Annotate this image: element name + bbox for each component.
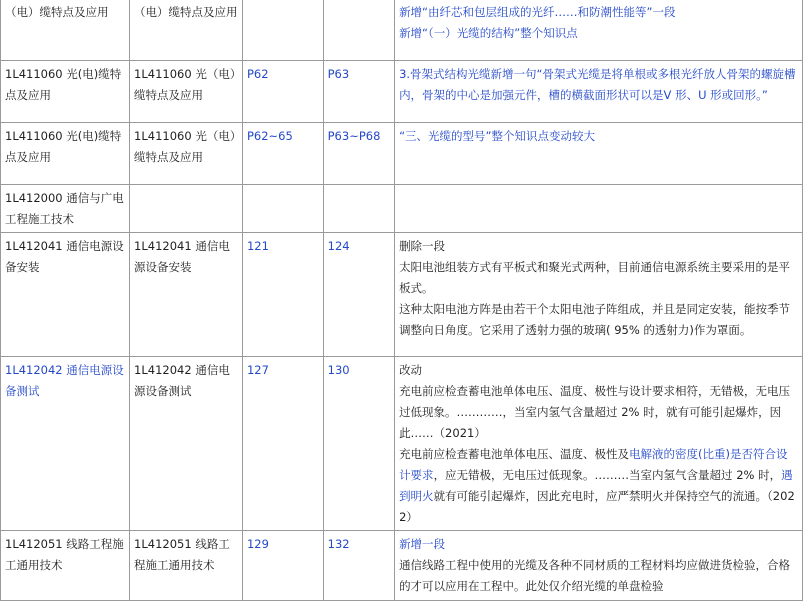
old-page-cell (242, 185, 323, 233)
table-row (1, 0, 803, 61)
old-page-cell: P62 (242, 61, 323, 123)
old-page-cell: 121 (242, 233, 323, 357)
new-section-cell: 1L412042 通信电源设备测试 (130, 357, 243, 531)
highlighted-change-text: 电解液的密度(比重)是否符合设计要求 (399, 447, 788, 482)
change-description-cell (395, 123, 803, 185)
old-page-cell: P62~65 (242, 123, 323, 185)
old-section-cell: 1L411060 光(电)缆特点及应用 (1, 61, 130, 123)
new-page-cell: 130 (323, 357, 394, 531)
change-description-cell (395, 185, 803, 233)
new-page-cell: 124 (323, 233, 394, 357)
old-page-cell (242, 0, 323, 61)
old-section-cell: 1L412042 通信电源设备测试 (1, 357, 130, 531)
highlighted-change-text: 遇到明火 (399, 468, 793, 503)
change-paragraph: 改动 (399, 363, 423, 377)
change-paragraph: 通信线路工程中使用的光缆及各种不同材质的工程材料均应做进货检验，合格的才可以应用在工程中。此处仅介绍光缆的单盘检验 (399, 558, 791, 593)
new-page-cell: P63 (323, 61, 394, 123)
change-paragraph: 3.骨架式结构光缆新增一句“骨架式光缆是将单根或多根光纤放人骨架的螺旋槽内，骨架的中心是加强元件，槽的横截面形状可以是V 形、U 形或回形。” (399, 67, 796, 102)
old-section-cell: 1L412051 线路工程施工通用技术 (1, 531, 130, 601)
new-page-cell (323, 0, 394, 61)
change-description-cell (395, 233, 803, 357)
new-page-cell: 132 (323, 531, 394, 601)
old-section-cell: 1L412000 通信与广电工程施工技术 (1, 185, 130, 233)
table-row (1, 185, 803, 233)
new-section-cell: （电）缆特点及应用 (130, 0, 243, 61)
new-page-cell (323, 185, 394, 233)
new-section-cell (130, 185, 243, 233)
change-paragraph: 这种太阳电池方阵是由若干个太阳电池子阵组成，并且是同定安装，能按季节调整向日角度。它采用了透射力强的玻璃( 95% 的透射力)作为罩面。 (399, 302, 791, 337)
new-section-cell: 1L411060 光（电）缆特点及应用 (130, 123, 243, 185)
change-description-cell (395, 0, 803, 61)
old-page-cell: 127 (242, 357, 323, 531)
change-description-cell (395, 61, 803, 123)
change-text: 充电前应检查蓄电池单体电压、温度、极性及 (399, 447, 630, 461)
old-section-cell: 1L411060 光(电)缆特点及应用 (1, 123, 130, 185)
new-page-cell: P63~P68 (323, 123, 394, 185)
change-paragraph (399, 444, 798, 528)
new-section-cell: 1L412051 线路工程施工通用技术 (130, 531, 243, 601)
new-section-cell: 1L411060 光（电）缆特点及应用 (130, 61, 243, 123)
change-description-cell (395, 357, 803, 531)
change-paragraph: 充电前应检查蓄电池单体电压、温度、极性与设计要求相符，无错极，无电压过低现象。…………，当室内氢气含量超过 2% 时，就有可能引起爆炸，因此……（2021） (399, 384, 791, 440)
old-section-cell: （电）缆特点及应用 (1, 0, 130, 61)
old-section-cell: 1L412041 通信电源设备安装 (1, 233, 130, 357)
table-row (1, 531, 803, 601)
table-row (1, 123, 803, 185)
change-text: 就有可能引起爆炸，因此充电时，应严禁明火并保持空气的流通。（2022） (399, 489, 795, 524)
table-row (1, 61, 803, 123)
old-page-cell: 129 (242, 531, 323, 601)
change-paragraph: 新增“由纤芯和包层组成的光纤……和防潮性能等”一段 (399, 5, 676, 19)
table-row (1, 357, 803, 531)
new-section-cell: 1L412041 通信电源设备安装 (130, 233, 243, 357)
change-paragraph: 太阳电池组装方式有平板式和聚光式两种，目前通信电源系统主要采用的是平板式。 (399, 260, 791, 295)
change-description-cell (395, 531, 803, 601)
change-text: ，应无错极，无电压过低现象。………当室内氢气含量超过 2% 时， (433, 468, 782, 482)
change-paragraph: 新增一段 (399, 537, 446, 551)
change-paragraph: “三、光缆的型号”整个知识点变动较大 (399, 129, 595, 143)
change-paragraph: 新增“（一）光缆的结构”整个知识点 (399, 26, 578, 40)
change-paragraph: 删除一段 (399, 239, 446, 253)
table-row (1, 233, 803, 357)
